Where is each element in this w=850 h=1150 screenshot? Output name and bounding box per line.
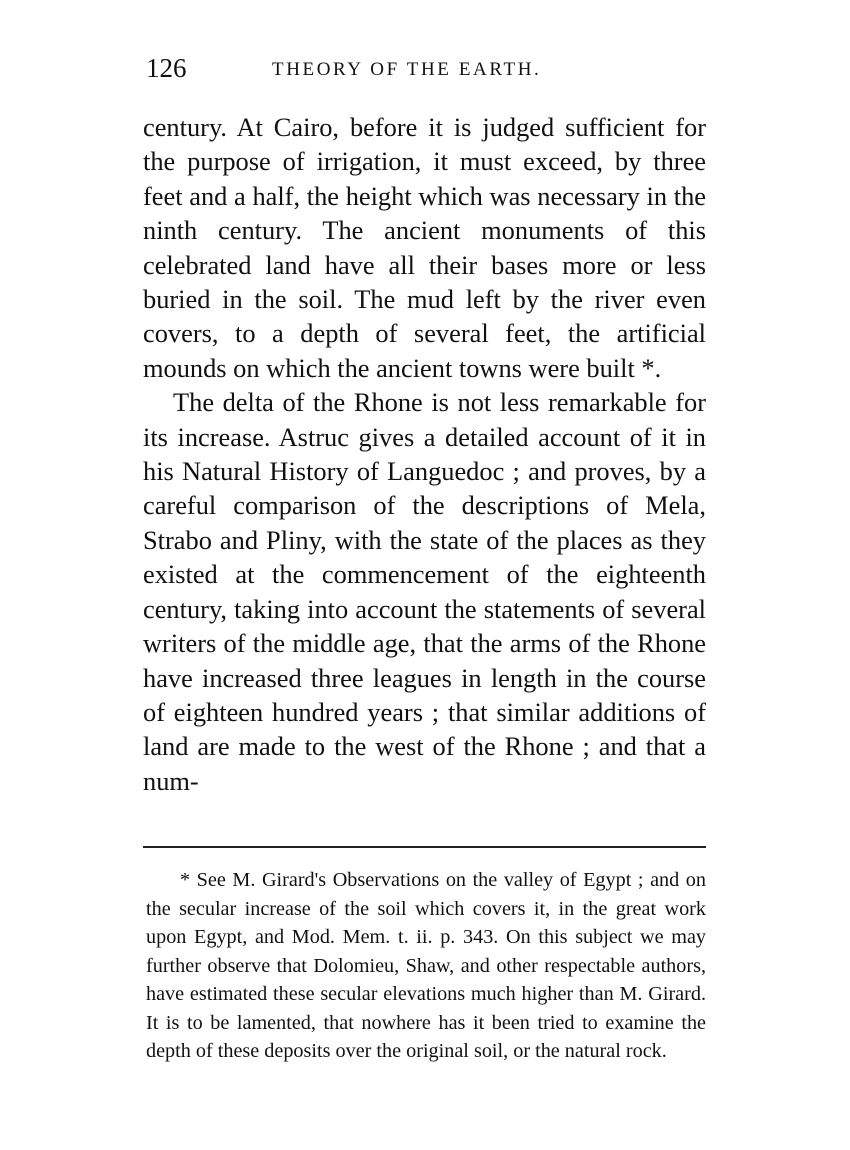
running-head: THEORY OF THE EARTH. bbox=[272, 59, 542, 80]
paragraph-2: The delta of the Rhone is not less remarkable for its increase. Astruc gives a detailed account of it in his Natural History of Languedoc ; and proves, by a careful comparison of the descriptions of Mela, Strabo and Pliny, with the state of the places as they existed at the commencement of the eighteenth century, taking into account the statements of several writers of the middle age, that the arms of the Rhone have increased three leagues in length in the course of eighteen hundred years ; that similar additions of land are made to the west of the Rhone ; and that a num- bbox=[143, 387, 706, 796]
footnote: * See M. Girard's Observations on the valley of Egypt ; and on the secular increase of the soil which covers it, in the great work upon Egypt, and Mod. Mem. t. ii. p. 343. On this subject we may further observe that Dolomieu, Shaw, and other respectable authors, have estimated these secular elevations much higher than M. Girard. It is to be lamented, that nowhere has it been tried to examine the depth of these deposits over the original soil, or the natural rock. bbox=[146, 869, 706, 1062]
footnote-rule bbox=[143, 846, 706, 848]
page-header bbox=[146, 50, 706, 86]
page-number: 126 bbox=[146, 53, 187, 83]
body-text bbox=[143, 110, 706, 798]
paragraph-1: century. At Cairo, before it is judged sufficient for the purpose of irrigation, it must exceed, by three feet and a half, the height which was necessary in the ninth century. The ancient monuments of this celebrated land have all their bases more or less buried in the soil. The mud left by the river even covers, to a depth of several feet, the artificial mounds on which the ancient towns were built *. bbox=[143, 112, 706, 383]
